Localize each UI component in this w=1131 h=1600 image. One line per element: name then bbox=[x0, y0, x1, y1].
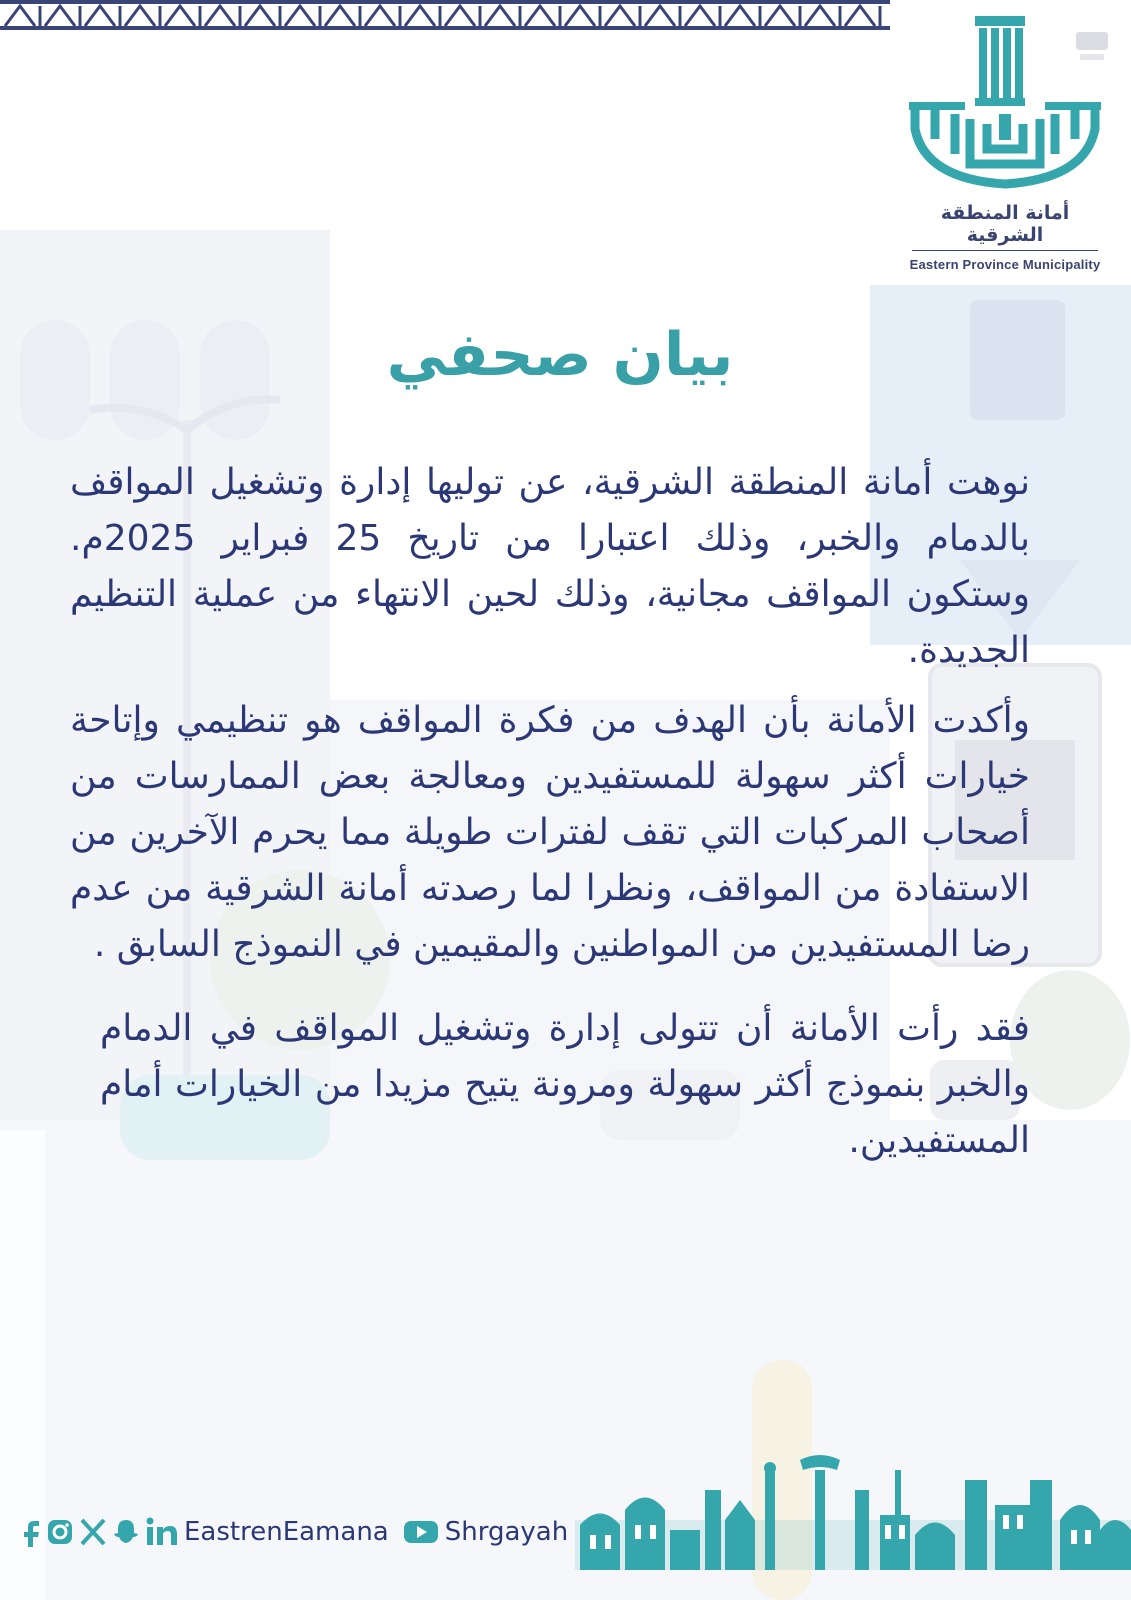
paragraph-1: نوهت أمانة المنطقة الشرقية، عن توليها إدارة وتشغيل المواقف بالدمام والخبر، وذلك اعتبارا من تاريخ 25 فبراير 2025م. وستكون المواقف مجانية، وذلك لحين الانتهاء من عملية التنظيم الجديدة. bbox=[70, 462, 1030, 671]
municipality-logo bbox=[905, 14, 1105, 272]
handle-primary[interactable]: EastrenEamana bbox=[184, 1517, 389, 1547]
logo-arabic-name: أمانة المنطقة الشرقية bbox=[940, 202, 1070, 246]
paragraph-3: فقد رأت الأمانة أن تتولى إدارة وتشغيل المواقف في الدمام والخبر بنموذج أكثر سهولة ومرونة يتيح مزيدا من الخيارات أمام المستفيدين. bbox=[100, 1008, 1030, 1161]
social-links-footer bbox=[22, 1512, 582, 1552]
page-title: بيان صحفي bbox=[386, 320, 734, 390]
youtube-icon[interactable] bbox=[403, 1517, 439, 1547]
logo-divider bbox=[912, 250, 1098, 251]
facebook-icon[interactable] bbox=[22, 1517, 40, 1547]
press-release-body bbox=[70, 455, 1030, 1183]
snapchat-icon[interactable] bbox=[112, 1517, 140, 1547]
paragraph-2: وأكدت الأمانة بأن الهدف من فكرة المواقف هو تنظيمي وإتاحة خيارات أكثر سهولة للمستفيدين ومعالجة بعض الممارسات من أصحاب المركبات التي تقف لفترات طويلة مما يحرم الآخرين من الاستفادة من المواقف، ونظرا لما رصدته أمانة الشرقية من عدم رضا المستفيدين من المواطنين والمقيمين في النموذج السابق . bbox=[70, 700, 1030, 965]
city-skyline-illustration bbox=[575, 1440, 1131, 1570]
logo-english-name: Eastern Province Municipality bbox=[909, 257, 1101, 272]
x-icon[interactable] bbox=[80, 1517, 106, 1547]
instagram-icon[interactable] bbox=[46, 1517, 74, 1547]
handle-youtube[interactable]: Shrgayah bbox=[444, 1517, 569, 1547]
top-pattern-band bbox=[0, 0, 890, 30]
municipality-emblem-icon bbox=[905, 14, 1105, 194]
linkedin-icon[interactable] bbox=[146, 1517, 178, 1547]
